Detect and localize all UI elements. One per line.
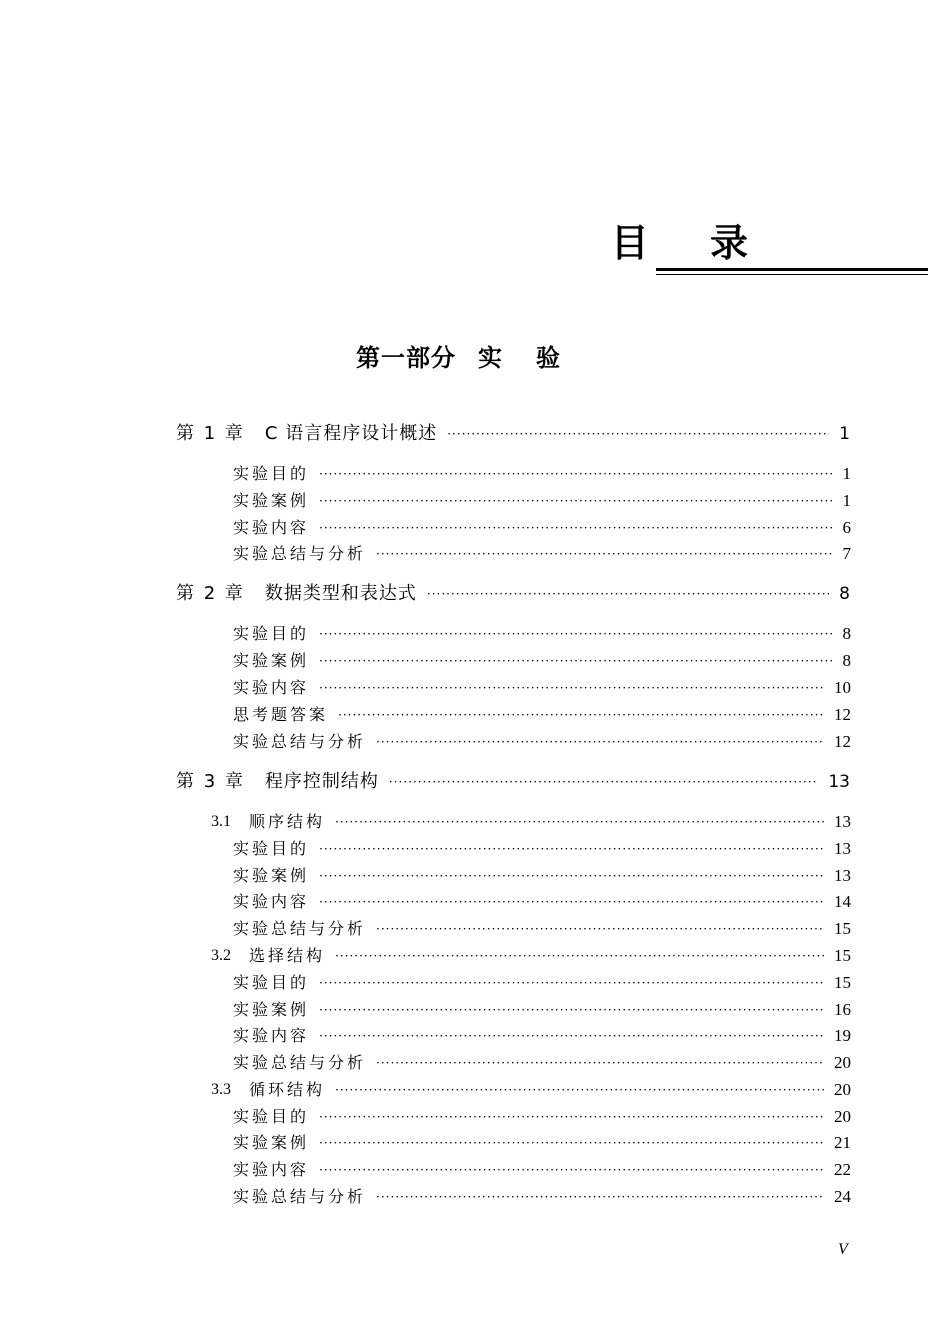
dot-leader <box>338 702 824 728</box>
dot-leader <box>319 621 832 647</box>
entry-title: 实验总结与分析 <box>233 919 367 938</box>
toc-entry[interactable] <box>233 461 851 487</box>
toc-entry[interactable] <box>233 648 851 674</box>
page-number: 13 <box>834 839 851 858</box>
dot-leader <box>319 1023 824 1049</box>
toc-section-3-2[interactable] <box>211 943 851 969</box>
entry-title: 实验内容 <box>233 678 310 697</box>
part-name-char: 验 <box>536 343 594 372</box>
page-number: 20 <box>834 1080 851 1099</box>
toc-entry[interactable] <box>233 541 851 567</box>
dot-leader <box>389 769 818 795</box>
chapter-label: 第 1 章 <box>176 423 245 444</box>
dot-leader <box>376 916 824 942</box>
dot-leader <box>319 836 824 862</box>
entry-title: 实验案例 <box>233 651 310 670</box>
toc-entry[interactable] <box>233 621 851 647</box>
toc-entry[interactable] <box>233 916 851 942</box>
part-title <box>0 338 950 378</box>
part-name-char: 实 <box>478 343 536 372</box>
entry-title: 实验总结与分析 <box>233 544 367 563</box>
chapter-label: 第 2 章 <box>176 583 245 604</box>
entry-title: 实验内容 <box>233 1160 310 1179</box>
dot-leader <box>319 1157 824 1183</box>
dot-leader <box>447 421 829 447</box>
page-number: 8 <box>842 624 851 643</box>
page-number: 12 <box>834 732 851 751</box>
dot-leader <box>319 970 824 996</box>
page-number: 24 <box>834 1187 851 1206</box>
toc-entry[interactable] <box>233 863 851 889</box>
page-number: 8 <box>842 651 851 670</box>
entry-title: 思考题答案 <box>233 705 329 724</box>
page-number: 19 <box>834 1026 851 1045</box>
part-name <box>478 343 594 372</box>
page-number: 15 <box>834 973 851 992</box>
chapter-title: C 语言程序设计概述 <box>264 423 438 444</box>
page-number: 14 <box>834 892 851 911</box>
toc-entry[interactable] <box>233 729 851 755</box>
toc-entry[interactable] <box>233 1104 851 1130</box>
entry-title: 实验案例 <box>233 491 310 510</box>
dot-leader <box>376 729 824 755</box>
page-number: 10 <box>834 678 851 697</box>
dot-leader <box>319 648 832 674</box>
page-number: 1 <box>842 491 851 510</box>
title-rule-thin <box>656 274 928 275</box>
dot-leader <box>319 863 824 889</box>
page-number: 16 <box>834 1000 851 1019</box>
dot-leader <box>376 541 832 567</box>
toc-entry[interactable] <box>233 675 851 701</box>
toc-entry[interactable] <box>233 1130 851 1156</box>
chapter-title: 数据类型和表达式 <box>264 583 417 604</box>
toc-entry[interactable] <box>233 1184 851 1210</box>
section-number: 3.1 <box>211 813 231 830</box>
entry-title: 实验内容 <box>233 518 310 537</box>
toc-entry[interactable] <box>233 970 851 996</box>
dot-leader <box>335 809 824 835</box>
page-number: 12 <box>834 705 851 724</box>
dot-leader <box>319 515 832 541</box>
entry-title: 实验目的 <box>233 624 310 643</box>
dot-leader <box>427 581 829 607</box>
section-title: 循环结构 <box>249 1080 326 1099</box>
toc-entry[interactable] <box>233 515 851 541</box>
page-number: 20 <box>834 1107 851 1126</box>
entry-title: 实验目的 <box>233 839 310 858</box>
entry-title: 实验总结与分析 <box>233 732 367 751</box>
toc-entry[interactable] <box>233 488 851 514</box>
section-number: 3.3 <box>211 1081 231 1098</box>
toc-entry[interactable] <box>233 836 851 862</box>
entry-title: 实验目的 <box>233 1107 310 1126</box>
toc-entry[interactable] <box>233 1023 851 1049</box>
toc-entry[interactable] <box>233 1157 851 1183</box>
page-folio: V <box>838 1241 848 1258</box>
entry-title: 实验总结与分析 <box>233 1187 367 1206</box>
section-title: 顺序结构 <box>249 812 326 831</box>
title-rule-thick <box>656 268 928 271</box>
entry-title: 实验总结与分析 <box>233 1053 367 1072</box>
dot-leader <box>319 1130 824 1156</box>
page-number: 6 <box>842 518 851 537</box>
entry-title: 实验内容 <box>233 892 310 911</box>
page-number: 7 <box>842 544 851 563</box>
toc-entry[interactable] <box>233 997 851 1023</box>
dot-leader <box>319 675 824 701</box>
page-number: 13 <box>828 772 850 792</box>
toc-chapter-3[interactable] <box>176 769 850 795</box>
page-number: 1 <box>842 464 851 483</box>
page-number: 15 <box>834 946 851 965</box>
chapter-title: 程序控制结构 <box>264 771 379 792</box>
section-number: 3.2 <box>211 947 231 964</box>
dot-leader <box>335 1077 824 1103</box>
entry-title: 实验目的 <box>233 464 310 483</box>
dot-leader <box>319 997 824 1023</box>
page-number: 15 <box>834 919 851 938</box>
dot-leader <box>319 1104 824 1130</box>
dot-leader <box>319 889 824 915</box>
page-number: 13 <box>834 866 851 885</box>
toc-entry[interactable] <box>233 1050 851 1076</box>
entry-title: 实验内容 <box>233 1026 310 1045</box>
entry-title: 实验案例 <box>233 1000 310 1019</box>
page-number: 20 <box>834 1053 851 1072</box>
dot-leader <box>319 488 832 514</box>
dot-leader <box>319 461 832 487</box>
dot-leader <box>376 1050 824 1076</box>
entry-title: 实验案例 <box>233 866 310 885</box>
toc-entry[interactable] <box>233 702 851 728</box>
entry-title: 实验案例 <box>233 1133 310 1152</box>
toc-chapter-1[interactable] <box>176 421 850 447</box>
page-number: 8 <box>839 584 850 604</box>
page-number: 1 <box>839 424 850 444</box>
part-number: 第一部分 <box>356 343 456 372</box>
toc-title: 目 录 <box>610 221 772 265</box>
section-title: 选择结构 <box>249 946 326 965</box>
toc-chapter-2[interactable] <box>176 581 850 607</box>
dot-leader <box>335 943 824 969</box>
toc-section-3-1[interactable] <box>211 809 851 835</box>
toc-entry[interactable] <box>233 889 851 915</box>
entry-title: 实验目的 <box>233 973 310 992</box>
toc-section-3-3[interactable] <box>211 1077 851 1103</box>
chapter-label: 第 3 章 <box>176 771 245 792</box>
page-number: 13 <box>834 812 851 831</box>
page-number: 21 <box>834 1133 851 1152</box>
page-number: 22 <box>834 1160 851 1179</box>
dot-leader <box>376 1184 824 1210</box>
